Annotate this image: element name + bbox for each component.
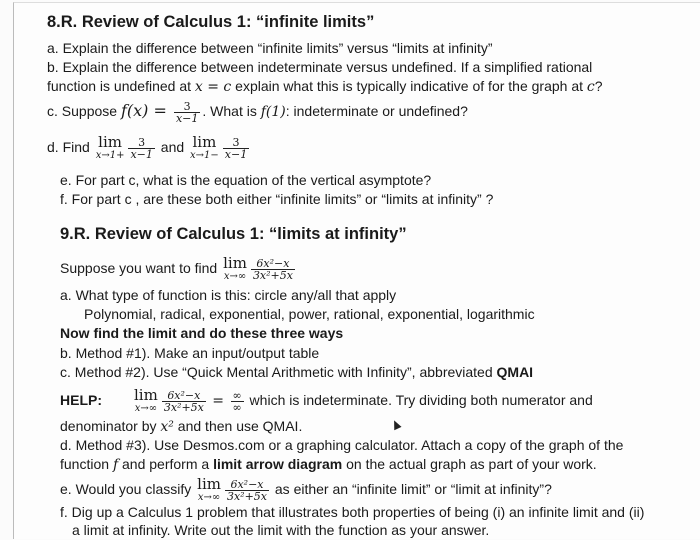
item-9b: b. Method #1). Make an input/output table	[60, 345, 320, 361]
item-8b-line2: function is undefined at x = c explain what this is typically indicative of for the graph at c?	[47, 78, 603, 95]
item-9a: a. What type of function is this: circle any/all that apply	[60, 287, 397, 303]
item-9c: c. Method #2). Use “Quick Mental Arithmetic with Infinity”, abbreviated QMAI	[60, 364, 534, 380]
instructions: Now find the limit and do these three ways	[60, 325, 344, 341]
item-8f: f. For part c , are these both either “infinite limits” or “limits at infinity” ?	[60, 191, 494, 207]
item-9d-line1: d. Method #3). Use Desmos.com or a graphing calculator. Attach a copy of the graph of the	[60, 437, 624, 453]
help-line: HELP: lim x→∞ $\frac{\text{6x²−x}}{\text{3x²+5x}}$ = $\frac{\infty}{\infty}$ which is indeterminate. Try dividing both numerator and	[60, 386, 593, 415]
item-9f-line1: f. Dig up a Calculus 1 problem that illustrates both properties of being (i) an infinite limit and (ii)	[60, 504, 645, 520]
section-8-title: 8.R. Review of Calculus 1: “infinite limits”	[47, 13, 375, 31]
item-9f-line2: a limit at infinity. Write out the limit with the function as your answer.	[72, 522, 490, 538]
section-9-title: 9.R. Review of Calculus 1: “limits at infinity”	[60, 225, 407, 243]
section-9-intro: Suppose you want to find lim x→∞ $\frac{\text{6x²−x}}{\text{3x²+5x}}$	[60, 254, 293, 283]
item-9d-line2: function f and perform a limit arrow diagram on the actual graph as part of your work.	[60, 456, 597, 473]
item-8e: e. For part c, what is the equation of the vertical asymptote?	[60, 172, 432, 188]
limit-operator: lim x→1−	[190, 133, 219, 162]
limit-operator: lim x→1+	[95, 133, 125, 162]
item-9e: e. Would you classify lim x→∞ $\frac{\text{6x²−x}}{\text{3x²+5x}}$ as either an “infinite limit” or “limit at infinity”?	[60, 475, 552, 504]
limit-operator: lim x→∞	[223, 254, 247, 283]
item-8a: a. Explain the difference between “infinite limits” versus “limits at infinity”	[47, 40, 493, 56]
item-8b-line1: b. Explain the difference between indeterminate versus undefined. If a simplified rational	[47, 59, 593, 75]
item-8d: d. Find lim x→1+ $\frac{3}{x-1}$ and lim x→1− $\frac{3}{x-1}$	[47, 133, 248, 162]
function-types: Polynomial, radical, exponential, power, rational, exponential, logarithmic	[84, 306, 535, 322]
fraction: $\frac{3}{x-1}$	[175, 99, 199, 125]
item-8c: c. Suppose f(x) = $\frac{3}{x-1}$ . What is f(1): indeterminate or undefined?	[47, 99, 468, 125]
help-line-2: denominator by x² and then use QMAI.	[60, 418, 303, 435]
